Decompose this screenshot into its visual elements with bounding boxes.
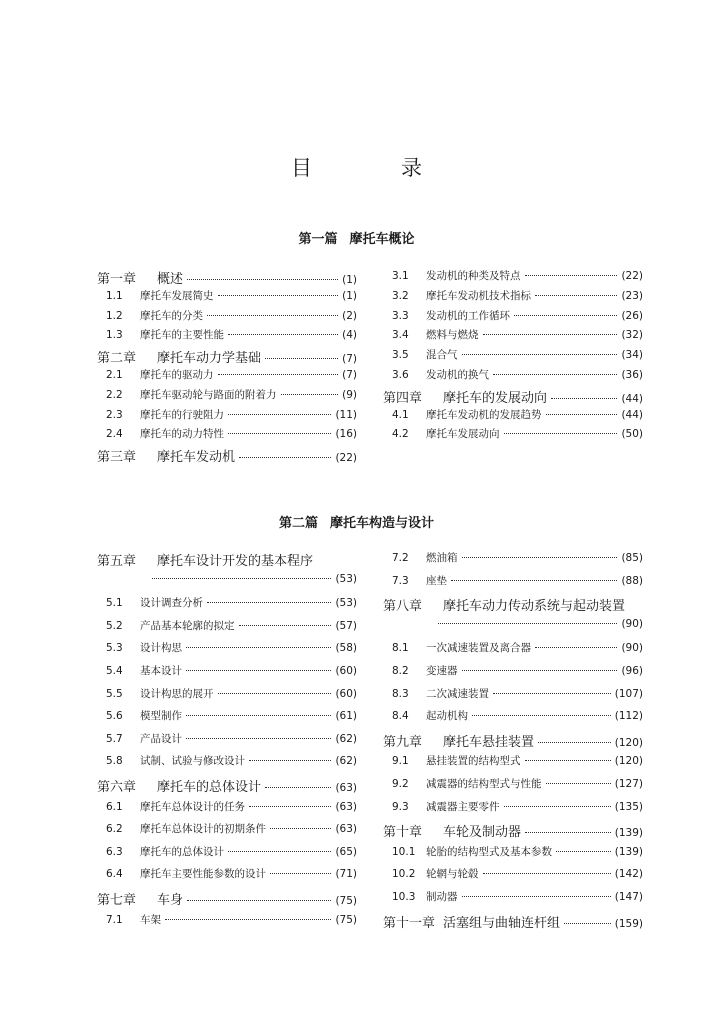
dot-leader xyxy=(186,647,331,648)
dot-leader xyxy=(525,275,618,276)
toc-section-entry[interactable] xyxy=(383,573,643,596)
page-title: 目 录 xyxy=(291,156,456,180)
entry-page: (4) xyxy=(342,329,357,342)
dot-leader xyxy=(228,851,331,852)
entry-title: 车轮及制动器 xyxy=(443,825,522,841)
entry-title: 座垫 xyxy=(426,574,447,587)
dot-leader xyxy=(493,374,617,375)
entry-number: 第四章 xyxy=(383,390,423,406)
toc-section-entry[interactable] xyxy=(383,550,643,573)
entry-title: 摩托车发动机技术指标 xyxy=(426,289,531,302)
part-name: 摩托车概论 xyxy=(349,232,415,247)
toc-section-entry[interactable] xyxy=(97,327,357,347)
entry-number: 3.3 xyxy=(392,309,409,322)
entry-title: 混合气 xyxy=(426,349,458,362)
toc-chapter-entry[interactable] xyxy=(97,550,357,573)
entry-title: 设计构思的展开 xyxy=(140,687,214,700)
part-number: 第二篇 xyxy=(278,516,318,531)
dot-leader xyxy=(228,433,331,434)
toc-chapter-entry[interactable] xyxy=(97,446,357,466)
toc-section-entry[interactable] xyxy=(97,407,357,427)
entry-page: (61) xyxy=(335,710,357,723)
toc-section-entry[interactable] xyxy=(383,753,643,776)
entry-title: 一次减速装置及离合器 xyxy=(426,642,531,655)
entry-page: (23) xyxy=(621,289,643,302)
entry-number: 3.2 xyxy=(392,289,409,302)
entry-page: (120) xyxy=(614,755,643,768)
entry-title: 摩托车发展动向 xyxy=(426,428,500,441)
toc-section-entry[interactable] xyxy=(383,889,643,912)
entry-title: 产品基本轮廓的拟定 xyxy=(140,619,235,632)
toc-section-entry[interactable] xyxy=(97,387,357,407)
toc-chapter-entry[interactable] xyxy=(383,731,643,754)
entry-page: (53) xyxy=(335,572,357,585)
toc-section-entry[interactable] xyxy=(383,708,643,731)
toc-section-entry[interactable] xyxy=(383,347,643,367)
entry-page: (26) xyxy=(621,309,643,322)
toc-section-entry[interactable] xyxy=(383,640,643,663)
dot-leader xyxy=(187,279,338,280)
toc-section-entry[interactable] xyxy=(97,686,357,709)
entry-page: (127) xyxy=(614,777,643,790)
toc-chapter-entry[interactable] xyxy=(97,776,357,799)
toc-entry-continuation[interactable] xyxy=(97,573,357,596)
entry-number: 第十章 xyxy=(383,825,423,841)
entry-page: (44) xyxy=(621,408,643,421)
entry-number: 5.1 xyxy=(106,597,123,610)
toc-section-entry[interactable] xyxy=(383,288,643,308)
dot-leader xyxy=(218,374,339,375)
dot-leader xyxy=(556,851,611,852)
toc-section-entry[interactable] xyxy=(97,367,357,387)
entry-title: 悬挂装置的结构型式 xyxy=(426,755,521,768)
dot-leader xyxy=(249,760,331,761)
dot-leader xyxy=(281,394,339,395)
entry-number: 7.1 xyxy=(106,913,123,926)
entry-title: 摩托车的分类 xyxy=(140,309,203,322)
entry-number: 10.3 xyxy=(392,890,416,903)
dot-leader xyxy=(462,557,618,558)
entry-number: 10.1 xyxy=(392,845,416,858)
dot-leader xyxy=(218,295,339,296)
toc-section-entry[interactable] xyxy=(383,268,643,288)
entry-number: 第八章 xyxy=(383,599,423,615)
toc-column-right xyxy=(383,268,643,446)
entry-page: (142) xyxy=(614,868,643,881)
entry-title: 摩托车设计开发的基本程序 xyxy=(157,554,314,569)
toc-section-entry[interactable] xyxy=(97,753,357,776)
entry-title: 摩托车总体设计的任务 xyxy=(140,800,245,813)
entry-page: (62) xyxy=(335,732,357,745)
toc-entry-continuation[interactable] xyxy=(383,618,643,641)
entry-page: (60) xyxy=(335,664,357,677)
entry-page: (96) xyxy=(621,664,643,677)
dot-leader xyxy=(462,670,618,671)
entry-number: 9.2 xyxy=(392,777,409,790)
entry-page: (11) xyxy=(335,408,357,421)
entry-number: 10.2 xyxy=(392,868,416,881)
dot-leader xyxy=(551,398,617,399)
entry-page: (2) xyxy=(342,309,357,322)
dot-leader xyxy=(218,693,332,694)
toc-section-entry[interactable] xyxy=(97,844,357,867)
toc-section-entry[interactable] xyxy=(97,426,357,446)
entry-title: 基本设计 xyxy=(140,664,182,677)
dot-leader xyxy=(265,358,338,359)
toc-section-entry[interactable] xyxy=(383,407,643,427)
toc-section-entry[interactable] xyxy=(97,731,357,754)
toc-section-entry[interactable] xyxy=(383,686,643,709)
entry-page: (71) xyxy=(335,868,357,881)
dot-leader xyxy=(535,295,617,296)
part-number: 第一篇 xyxy=(298,232,338,247)
dot-leader xyxy=(207,602,331,603)
entry-title: 摩托车动力学基础 xyxy=(157,351,262,367)
entry-number: 1.1 xyxy=(106,289,123,302)
entry-page: (50) xyxy=(621,428,643,441)
entry-title: 发动机的种类及特点 xyxy=(426,270,521,282)
entry-title: 摩托车的发展动向 xyxy=(443,390,548,406)
toc-chapter-entry[interactable] xyxy=(97,268,357,288)
entry-number: 9.3 xyxy=(392,800,409,813)
toc-section-entry[interactable] xyxy=(97,288,357,308)
entry-page: (90) xyxy=(621,617,643,630)
entry-page: (60) xyxy=(335,687,357,700)
entry-page: (120) xyxy=(614,736,643,749)
toc-chapter-entry[interactable] xyxy=(383,912,643,935)
entry-title: 摩托车的行驶阻力 xyxy=(140,408,224,421)
dot-leader xyxy=(535,647,617,648)
entry-page: (1) xyxy=(342,274,357,286)
dot-leader xyxy=(152,578,331,579)
entry-page: (58) xyxy=(335,642,357,655)
entry-number: 8.4 xyxy=(392,710,409,723)
toc-chapter-entry[interactable] xyxy=(383,387,643,407)
entry-title: 燃油箱 xyxy=(426,552,458,564)
entry-title: 二次减速装置 xyxy=(426,687,489,700)
entry-title: 摩托车的驱动力 xyxy=(140,368,214,381)
dot-leader xyxy=(538,742,611,743)
entry-page: (139) xyxy=(614,827,643,840)
entry-number: 8.3 xyxy=(392,687,409,700)
entry-title: 活塞组与曲轴连杆组 xyxy=(443,915,561,931)
dot-leader xyxy=(493,693,611,694)
entry-number: 9.1 xyxy=(392,755,409,768)
entry-number: 5.3 xyxy=(106,642,123,655)
entry-number: 2.3 xyxy=(106,408,123,421)
entry-title: 概述 xyxy=(157,272,184,287)
toc-section-entry[interactable] xyxy=(383,367,643,387)
entry-page: (62) xyxy=(335,755,357,768)
entry-number: 3.5 xyxy=(392,349,409,362)
toc-chapter-entry[interactable] xyxy=(383,821,643,844)
part-heading xyxy=(0,228,713,247)
dot-leader xyxy=(525,760,611,761)
dot-leader xyxy=(504,433,618,434)
part-heading xyxy=(0,512,713,531)
entry-title: 摩托车主要性能参数的设计 xyxy=(140,868,266,881)
entry-number: 2.4 xyxy=(106,428,123,441)
dot-leader xyxy=(228,334,338,335)
toc-section-entry[interactable] xyxy=(97,308,357,328)
dot-leader xyxy=(564,923,611,924)
entry-title: 摩托车悬挂装置 xyxy=(443,734,535,750)
entry-number: 4.2 xyxy=(392,428,409,441)
toc-section-entry[interactable] xyxy=(383,308,643,328)
entry-number: 第九章 xyxy=(383,734,423,750)
entry-number: 3.6 xyxy=(392,368,409,381)
toc-section-entry[interactable] xyxy=(383,426,643,446)
part-name: 摩托车构造与设计 xyxy=(330,516,435,531)
toc-section-entry[interactable] xyxy=(383,844,643,867)
entry-number: 2.2 xyxy=(106,388,123,401)
entry-page: (34) xyxy=(621,349,643,362)
dot-leader xyxy=(483,873,611,874)
entry-number: 第五章 xyxy=(97,554,137,569)
entry-page: (75) xyxy=(335,894,357,907)
entry-number: 8.2 xyxy=(392,664,409,677)
toc-section-entry[interactable] xyxy=(383,776,643,799)
entry-title: 摩托车发动机 xyxy=(157,450,236,466)
entry-page: (65) xyxy=(335,845,357,858)
toc-section-entry[interactable] xyxy=(97,708,357,731)
dot-leader xyxy=(186,715,331,716)
entry-title: 变速器 xyxy=(426,664,458,677)
dot-leader xyxy=(270,873,331,874)
entry-page: (135) xyxy=(614,800,643,813)
dot-leader xyxy=(186,738,331,739)
entry-number: 第七章 xyxy=(97,892,137,908)
entry-number: 5.6 xyxy=(106,710,123,723)
entry-page: (75) xyxy=(335,913,357,926)
dot-leader xyxy=(249,806,331,807)
entry-title: 发动机的换气 xyxy=(426,368,489,381)
dot-leader xyxy=(207,315,338,316)
dot-leader xyxy=(270,828,331,829)
entry-page: (22) xyxy=(621,270,643,282)
toc-section-entry[interactable] xyxy=(97,912,357,935)
entry-title: 摩托车发展简史 xyxy=(140,289,214,302)
entry-title: 摩托车的总体设计 xyxy=(140,845,224,858)
entry-title: 试制、试验与修改设计 xyxy=(140,755,245,768)
entry-page: (16) xyxy=(335,428,357,441)
entry-page: (85) xyxy=(621,552,643,564)
entry-title: 减震器的结构型式与性能 xyxy=(426,777,542,790)
entry-page: (147) xyxy=(614,890,643,903)
entry-page: (63) xyxy=(335,823,357,836)
toc-section-entry[interactable] xyxy=(383,327,643,347)
dot-leader xyxy=(504,806,611,807)
entry-number: 1.2 xyxy=(106,309,123,322)
dot-leader xyxy=(514,315,617,316)
entry-page: (7) xyxy=(342,353,357,366)
dot-leader xyxy=(187,900,331,901)
entry-title: 起动机构 xyxy=(426,710,468,723)
entry-page: (139) xyxy=(614,845,643,858)
toc-chapter-entry[interactable] xyxy=(97,347,357,367)
entry-number: 第六章 xyxy=(97,779,137,795)
toc-column-left xyxy=(97,550,357,934)
dot-leader xyxy=(462,354,618,355)
entry-number: 6.3 xyxy=(106,845,123,858)
dot-leader xyxy=(525,832,611,833)
entry-title: 模型制作 xyxy=(140,710,182,723)
entry-title: 摩托车的动力特性 xyxy=(140,428,224,441)
toc-column-left xyxy=(97,268,357,466)
toc-section-entry[interactable] xyxy=(383,799,643,822)
dot-leader xyxy=(462,896,611,897)
entry-title: 轮辋与轮毂 xyxy=(426,868,479,881)
entry-number: 7.3 xyxy=(392,574,409,587)
entry-page: (63) xyxy=(335,781,357,794)
entry-title: 设计构思 xyxy=(140,642,182,655)
entry-title: 发动机的工作循环 xyxy=(426,309,510,322)
entry-number: 5.8 xyxy=(106,755,123,768)
toc-column-right xyxy=(383,550,643,934)
entry-number: 3.1 xyxy=(392,270,409,282)
dot-leader xyxy=(483,334,618,335)
entry-title: 车身 xyxy=(157,892,184,908)
entry-number: 第三章 xyxy=(97,450,137,466)
entry-number: 8.1 xyxy=(392,642,409,655)
toc-section-entry[interactable] xyxy=(97,618,357,641)
entry-number: 第十一章 xyxy=(383,915,436,931)
entry-page: (88) xyxy=(621,574,643,587)
entry-page: (90) xyxy=(621,642,643,655)
entry-number: 2.1 xyxy=(106,368,123,381)
entry-title: 摩托车的主要性能 xyxy=(140,329,224,342)
entry-title: 摩托车总体设计的初期条件 xyxy=(140,823,266,836)
toc-section-entry[interactable] xyxy=(97,799,357,822)
entry-title: 摩托车动力传动系统与起动装置 xyxy=(443,599,626,615)
toc-section-entry[interactable] xyxy=(97,866,357,889)
entry-number: 5.7 xyxy=(106,732,123,745)
entry-page: (22) xyxy=(335,452,357,465)
dot-leader xyxy=(186,670,331,671)
entry-title: 摩托车驱动轮与路面的附着力 xyxy=(140,388,277,401)
entry-page: (159) xyxy=(614,917,643,930)
toc-section-entry[interactable] xyxy=(97,821,357,844)
toc-section-entry[interactable] xyxy=(383,663,643,686)
entry-page: (32) xyxy=(621,329,643,342)
dot-leader xyxy=(546,414,618,415)
entry-number: 1.3 xyxy=(106,329,123,342)
entry-number: 5.5 xyxy=(106,687,123,700)
toc-section-entry[interactable] xyxy=(97,640,357,663)
toc-section-entry[interactable] xyxy=(383,866,643,889)
entry-title: 摩托车发动机的发展趋势 xyxy=(426,408,542,421)
dot-leader xyxy=(451,580,617,581)
dot-leader xyxy=(239,625,332,626)
toc-chapter-entry[interactable] xyxy=(97,889,357,912)
entry-number: 4.1 xyxy=(392,408,409,421)
entry-page: (7) xyxy=(342,368,357,381)
entry-title: 燃料与燃烧 xyxy=(426,329,479,342)
dot-leader xyxy=(472,715,611,716)
entry-page: (1) xyxy=(342,289,357,302)
entry-title: 车架 xyxy=(140,913,161,926)
entry-number: 3.4 xyxy=(392,329,409,342)
entry-title: 减震器主要零件 xyxy=(426,800,500,813)
entry-page: (57) xyxy=(335,619,357,632)
entry-page: (112) xyxy=(614,710,643,723)
entry-title: 设计调查分析 xyxy=(140,597,203,610)
entry-title: 制动器 xyxy=(426,890,458,903)
entry-page: (53) xyxy=(335,597,357,610)
entry-number: 6.1 xyxy=(106,800,123,813)
dot-leader xyxy=(265,787,331,788)
entry-number: 第一章 xyxy=(97,272,137,287)
dot-leader xyxy=(239,457,331,458)
entry-title: 轮胎的结构型式及基本参数 xyxy=(426,845,552,858)
entry-page: (63) xyxy=(335,800,357,813)
entry-number: 5.2 xyxy=(106,619,123,632)
entry-number: 第二章 xyxy=(97,351,137,367)
dot-leader xyxy=(165,919,331,920)
entry-title: 摩托车的总体设计 xyxy=(157,779,262,795)
entry-number: 6.2 xyxy=(106,823,123,836)
entry-page: (44) xyxy=(621,392,643,405)
entry-number: 6.4 xyxy=(106,868,123,881)
entry-title: 产品设计 xyxy=(140,732,182,745)
toc-section-entry[interactable] xyxy=(97,663,357,686)
entry-page: (9) xyxy=(342,388,357,401)
dot-leader xyxy=(228,414,331,415)
entry-page: (107) xyxy=(614,687,643,700)
entry-number: 5.4 xyxy=(106,664,123,677)
dot-leader xyxy=(546,783,611,784)
toc-chapter-entry[interactable] xyxy=(383,595,643,618)
entry-number: 7.2 xyxy=(392,552,409,564)
dot-leader xyxy=(438,623,617,624)
entry-page: (36) xyxy=(621,368,643,381)
toc-section-entry[interactable] xyxy=(97,595,357,618)
